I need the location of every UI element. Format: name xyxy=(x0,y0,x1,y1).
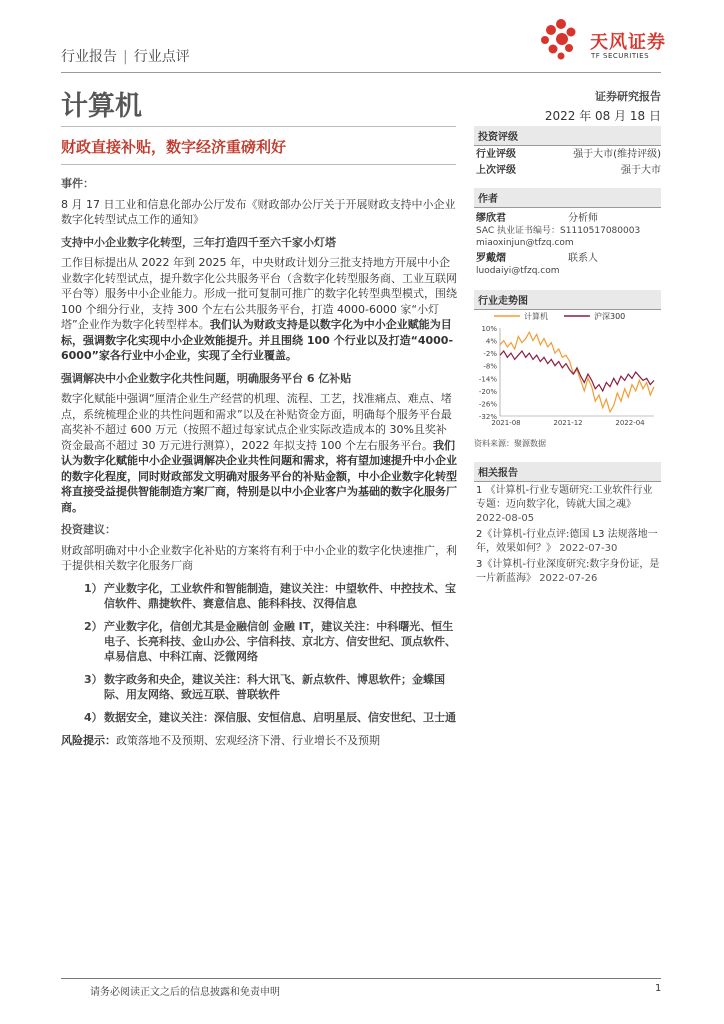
industry-rating-label: 行业评级 xyxy=(476,149,516,160)
report-date: 2022 年 08 月 18 日 xyxy=(544,109,661,123)
rating-panel xyxy=(474,126,661,178)
headline: 财政直接补贴，数字经济重磅利好 xyxy=(61,138,287,156)
y-tick-label: 10% xyxy=(481,325,497,333)
legend-label: 沪深300 xyxy=(594,312,626,321)
y-tick-label: -14% xyxy=(478,375,497,384)
rating-title: 投资评级 xyxy=(474,126,661,146)
y-tick-label: 4% xyxy=(485,337,497,346)
analyst-role: 联系人 xyxy=(568,253,598,264)
list-item-number: 1） xyxy=(84,581,103,595)
analyst-email[interactable]: luodaiyi@tfzq.com xyxy=(476,266,560,276)
list-item-number: 3） xyxy=(84,672,103,686)
author-title: 作者 xyxy=(474,188,661,208)
headline-divider-top xyxy=(61,126,456,127)
risk-text: 政策落地不及预期、宏观经济下滑、行业增长不及预期 xyxy=(116,733,380,747)
trend-panel xyxy=(474,290,661,310)
advice-text: 财政部明确对中小企业数字化补贴的方案将有利于中小企业的数字化快速推广，利于提供相关数字化服务厂商 xyxy=(61,543,457,572)
x-tick-label: 2022-04 xyxy=(615,419,645,427)
list-item xyxy=(84,581,457,611)
trend-chart xyxy=(474,308,661,434)
chart-lines xyxy=(500,332,654,412)
related-report[interactable] xyxy=(474,528,661,556)
list-item-text: 数字政务和央企，建议关注：科大讯飞、新点软件、博思软件；金蝶国际、用友网络、致远互联、普联软件 xyxy=(104,672,445,701)
analyst-row xyxy=(474,212,661,225)
list-item-text: 产业数字化，信创尤其是金融信创 金融 IT，建议关注：中科曙光、恒生电子、长亮科技、金山办公、宇信科技、京北方、信安世纪、顶点软件、卓易信息、中科江南、泛微网络 xyxy=(104,619,456,663)
list-item-number: 2） xyxy=(84,619,103,633)
industry-rating-value: 强于大市(维持评级) xyxy=(573,149,661,160)
related-report-title: 2《计算机-行业点评:德国 L3 法规落地一年，效果如何？》 xyxy=(476,529,658,554)
y-tick-label: -32% xyxy=(478,413,497,421)
y-tick-label: -26% xyxy=(478,400,497,409)
industry-rating-row xyxy=(474,146,661,162)
analyst-row xyxy=(474,252,661,265)
y-tick-label: -8% xyxy=(483,362,497,371)
section-heading-1: 支持中小企业数字化转型，三年打造四千至六千家小灯塔 xyxy=(61,235,336,249)
y-tick-label: -20% xyxy=(478,387,497,396)
related-report-date: 2022-07-26 xyxy=(539,573,598,584)
prev-rating-value: 强于大市 xyxy=(621,165,661,176)
analyst-email[interactable]: miaoxinjun@tfzq.com xyxy=(476,238,574,248)
related-report-title: 3《计算机-行业深度研究:数字身份证，是一片新蓝海》 xyxy=(476,559,660,584)
industry-title: 计算机 xyxy=(61,91,142,122)
prev-rating-row xyxy=(474,162,661,178)
list-item xyxy=(84,672,457,702)
list-item-text: 产业数字化，工业软件和智能制造，建议关注：中望软件、中控技术、宝信软件、鼎捷软件、赛意信息、能科科技、汉得信息 xyxy=(104,581,456,610)
list-item xyxy=(84,619,457,664)
breadcrumb xyxy=(61,46,190,66)
event-label: 事件： xyxy=(61,177,94,190)
risk-warning xyxy=(61,733,457,749)
analyst-cert: SAC 执业证书编号：S1110517080003 xyxy=(476,226,641,236)
analyst-name: 缪欣君 xyxy=(476,213,506,224)
breadcrumb-separator: | xyxy=(123,49,128,65)
author-panel xyxy=(474,188,661,277)
advice-list xyxy=(84,581,457,725)
related-panel xyxy=(474,462,661,586)
breadcrumb-report: 行业报告 xyxy=(61,49,117,65)
headline-divider-bottom xyxy=(61,164,456,165)
paragraph-1-text: 工作目标提出从 2022 年到 2025 年，中央财政计划分三批支持地方开展中小企业数字化转型试点，提升数字化公共服务平台（含数字化转型服务商、工业互联网平台等）服务中小企业能力。形成一批可复制可推广的数字化转型典型模式，围绕 100 个细分行业，支持 300 个左右公共服务平台，打造 4000-6000 家“小灯塔”企业作为数字化转型样本。 xyxy=(61,256,457,331)
paragraph-1 xyxy=(61,255,457,364)
list-item-number: 4） xyxy=(84,710,103,724)
x-tick-label: 2021-12 xyxy=(553,419,583,427)
trend-title: 行业走势图 xyxy=(474,290,661,310)
analyst-name: 罗戴熠 xyxy=(476,253,506,264)
paragraph-2 xyxy=(61,391,457,515)
related-report[interactable] xyxy=(474,558,661,586)
y-tick-label: -2% xyxy=(483,350,497,359)
advice-label: 投资建议： xyxy=(61,523,116,536)
section-heading-2: 强调解决中小企业数字化共性问题，明确服务平台 6 亿补贴 xyxy=(61,371,352,385)
related-report-title: 1 《计算机-行业专题研究:工业软件行业专题：迈向数字化，铸就大国之魂》 xyxy=(476,485,653,510)
analyst-role: 分析师 xyxy=(568,213,598,224)
related-report[interactable] xyxy=(474,484,661,526)
footer-divider xyxy=(61,978,661,979)
event-text: 8 月 17 日工业和信息化部办公厅发布《财政部办公厅关于开展财政支持中小企业数字化转型试点工作的通知》 xyxy=(61,197,456,226)
risk-label: 风险提示： xyxy=(61,733,116,747)
x-tick-label: 2021-08 xyxy=(491,419,521,427)
related-report-date: 2022-08-05 xyxy=(476,513,535,524)
chart-source: 资料来源：聚源数据 xyxy=(474,439,546,448)
chart-legend xyxy=(494,311,625,321)
breadcrumb-review: 行业点评 xyxy=(133,49,190,65)
logo-brand-name: 天风证券 xyxy=(590,32,666,53)
series-line-computer xyxy=(500,332,654,412)
related-title: 相关报告 xyxy=(474,462,661,482)
paragraph-1-emphasis: 我们认为财政支持是以数字化为中小企业赋能为目标，强调数字化实现中小企业效能提升。并且围绕 100 个行业以及打造“4000-6000”家各行业中小企业，实现了全行业覆盖。 xyxy=(61,318,454,362)
main-content xyxy=(61,176,457,755)
prev-rating-label: 上次评级 xyxy=(476,165,516,176)
list-item-text: 数据安全，建议关注：深信服、安恒信息、启明星辰、信安世纪、卫士通 xyxy=(104,710,456,724)
related-report-date: 2022-07-30 xyxy=(559,543,618,554)
paragraph-2-emphasis: 我们认为数字化赋能中小企业强调解决企业共性问题和需求，将有望加速提升中小企业的数字化程度，同时财政部发文明确对服务平台的补贴金额，中小企业数字化转型将直接受益提供智能制造方案厂商，特别是以中小企业客户为基础的数字化服务厂商。 xyxy=(61,438,457,514)
page-number: 1 xyxy=(655,983,662,994)
report-type: 证券研究报告 xyxy=(595,90,661,103)
footer-disclaimer: 请务必阅读正文之后的信息披露和免责申明 xyxy=(90,987,280,998)
logo-brand-en: TF SECURITIES xyxy=(591,52,650,60)
header-divider xyxy=(61,72,661,73)
list-item xyxy=(84,710,457,725)
legend-label: 计算机 xyxy=(524,312,548,321)
paragraph-2-text: 数字化赋能中强调“厘清企业生产经营的机理、流程、工艺，找准痛点、难点、堵点，系统梳理企业的共性问题和需求”以及在补贴资金方面，明确每个服务平台最高奖补不超过 600 万元（按照不超过每家试点企业实际改造成本的 30%且奖补资金最高不超过 30 万元进行测算），2022 年拟支持 100 个左右服务平台。 xyxy=(61,392,452,452)
